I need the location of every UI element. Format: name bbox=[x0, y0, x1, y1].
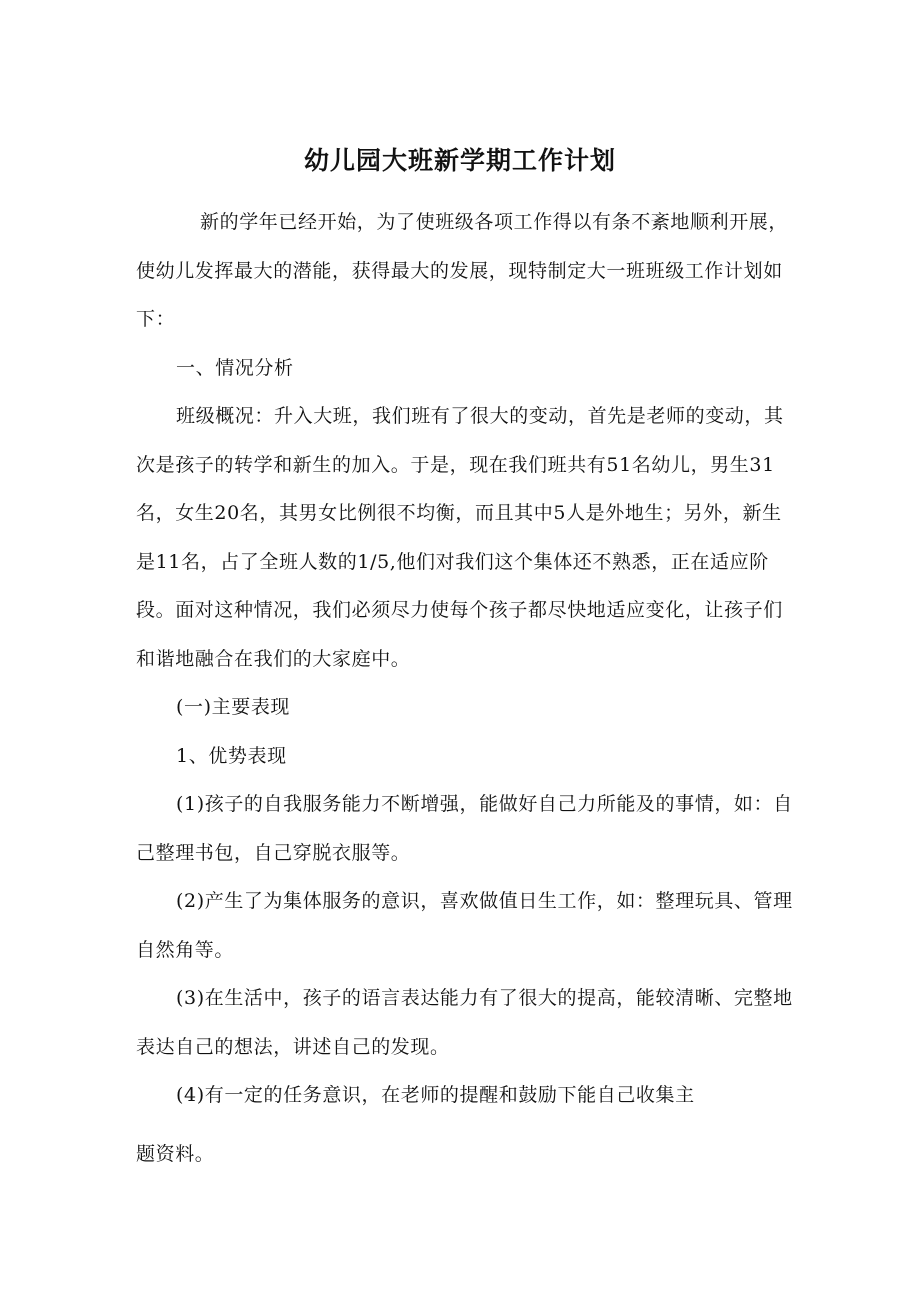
advantage-heading: 1、优势表现 bbox=[176, 744, 287, 767]
document-body bbox=[136, 198, 796, 1178]
intro-paragraph: 新的学年已经开始，为了使班级各项工作得以有条不紊地顺利开展，使幼儿发挥最大的潜能，获得最大的发展，现特制定大一班班级工作计划如下： bbox=[136, 211, 789, 330]
list-item-1: (1)孩子的自我服务能力不断增强，能做好自己力所能及的事情，如：自己整理书包，自己穿脱衣服等。 bbox=[136, 793, 793, 864]
list-item-3: (3)在生活中，孩子的语言表达能力有了很大的提高，能较清晰、完整地表达自己的想法，讲述自己的发现。 bbox=[136, 987, 793, 1058]
section-heading: 一、情况分析 bbox=[176, 356, 294, 379]
subsection-heading: (一)主要表现 bbox=[176, 696, 291, 718]
list-item-4: (4)有一定的任务意识，在老师的提醒和鼓励下能自己收集主 bbox=[176, 1084, 695, 1106]
class-overview-paragraph: 班级概况：升入大班，我们班有了很大的变动，首先是老师的变动，其次是孩子的转学和新生的加入。于是，现在我们班共有51名幼儿，男生31名，女生20名，其男女比例很不均衡，而且其中5人是外地生；另外，新生是11名，占了全班人数的1/5,他们对我们这个集体还不熟悉，正在适应阶段。面对这种情况，我们必须尽力使每个孩子都尽快地适应变化，让孩子们和谐地融合在我们的大家庭中。 bbox=[136, 405, 784, 670]
document-title: 幼儿园大班新学期工作计划 bbox=[303, 146, 616, 175]
list-item-2: (2)产生了为集体服务的意识，喜欢做值日生工作，如：整理玩具、管理自然角等。 bbox=[136, 890, 793, 961]
list-item-4-continued: 题资料。 bbox=[136, 1142, 215, 1165]
